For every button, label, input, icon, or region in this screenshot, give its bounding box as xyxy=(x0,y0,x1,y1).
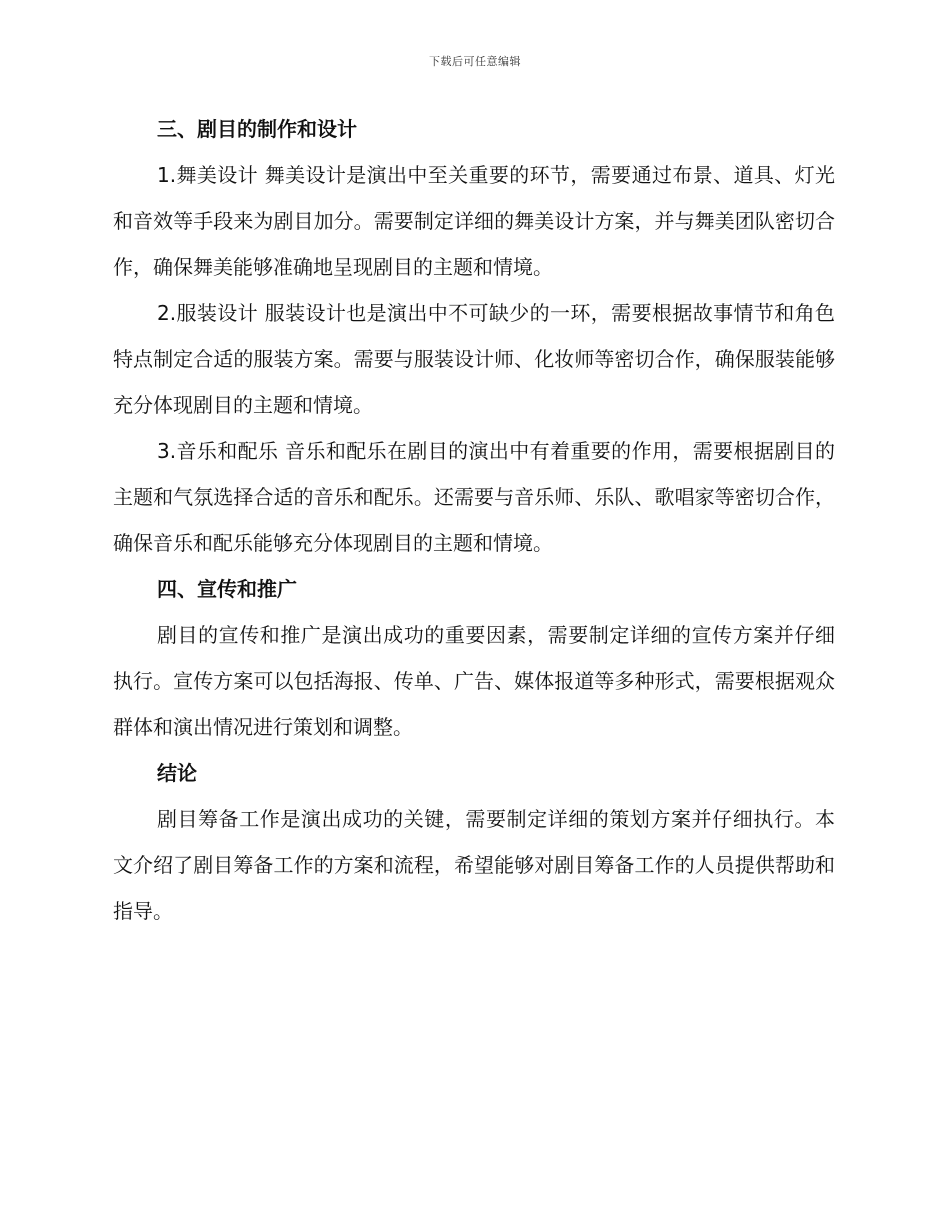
document-body xyxy=(113,106,835,934)
paragraph-music: 3.音乐和配乐 音乐和配乐在剧目的演出中有着重要的作用，需要根据剧目的主题和气氛选择合适的音乐和配乐。还需要与音乐师、乐队、歌唱家等密切合作，确保音乐和配乐能够充分体现剧目的主题和情境。 xyxy=(113,439,835,555)
paragraph-stage-design: 1.舞美设计 舞美设计是演出中至关重要的环节，需要通过布景、道具、灯光和音效等手段来为剧目加分。需要制定详细的舞美设计方案，并与舞美团队密切合作，确保舞美能够准确地呈现剧目的主题和情境。 xyxy=(113,163,835,279)
paragraph-conclusion: 剧目筹备工作是演出成功的关键，需要制定详细的策划方案并仔细执行。本文介绍了剧目筹备工作的方案和流程，希望能够对剧目筹备工作的人员提供帮助和指导。 xyxy=(113,807,835,923)
section-heading-conclusion: 结论 xyxy=(157,761,197,785)
section-heading-production-design: 三、剧目的制作和设计 xyxy=(157,117,357,141)
page-header-note: 下载后可任意编辑 xyxy=(429,55,521,68)
paragraph-promotion: 剧目的宣传和推广是演出成功的重要因素，需要制定详细的宣传方案并仔细执行。宣传方案可以包括海报、传单、广告、媒体报道等多种形式，需要根据观众群体和演出情况进行策划和调整。 xyxy=(113,623,835,739)
section-heading-promotion: 四、宣传和推广 xyxy=(157,577,297,601)
paragraph-costume-design: 2.服装设计 服装设计也是演出中不可缺少的一环，需要根据故事情节和角色特点制定合适的服装方案。需要与服装设计师、化妆师等密切合作，确保服装能够充分体现剧目的主题和情境。 xyxy=(113,301,835,417)
